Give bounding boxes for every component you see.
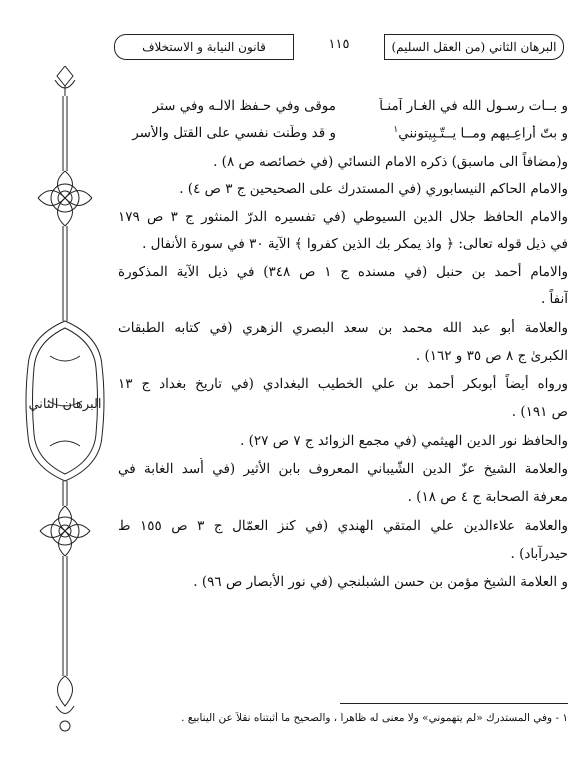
verse-first-hemistich: و بتّ أُراعِـيهم ومــا يــتّـبِيتونني$^١$ <box>393 125 568 142</box>
verse-first-hemistich: و بــات رسـول الله في الغـار آمنـاً <box>379 98 568 114</box>
footnote-divider <box>340 703 568 704</box>
text-line: والامام أحمد بن حنبل (في مسنده ج ١ ص ٣٤٨) في ذيل الآية المذكورة <box>118 264 568 280</box>
text-line: آنفاً . <box>540 291 568 307</box>
footnote: ١ - وفي المستدرك «لم يتهموني» ولا معنى له ظاهراً ، والصحيح ما أثبتناه نقلاً عن الينابيع . <box>181 712 568 724</box>
text-line: حيدرآباد) . <box>510 546 568 562</box>
medallion-calligraphy: البرهان الثاني <box>28 397 102 412</box>
page-header <box>114 34 564 60</box>
text-line: والامام الحاكم النيسابوري (في المستدرك على الصحيحين ج ٣ ص ٤) . <box>179 181 568 197</box>
text-line: ورواه أيضاً أبوبكر أحمد بن علي الخطيب البغدادي (في تاريخ بغداد ج ١٣ <box>118 376 568 392</box>
footnote-marker: ١ <box>393 125 399 135</box>
ornamental-border <box>20 66 110 736</box>
text-line: والعلامة أبو عبد الله محمد بن سعد البصري الزهري (في كتابه الطبقات <box>118 320 568 336</box>
text-line: الكبرىٰ ج ٨ ص ٣٥ و ١٦٢) . <box>415 348 568 364</box>
text-line: والامام الحافظ جلال الدين السيوطي (في تفسيره الدرّ المنثور ج ٣ ص ١٧٩ <box>118 209 568 225</box>
text-line: والحافظ نور الدين الهيثمي (في مجمع الزوائد ج ٧ ص ٢٧) . <box>240 433 568 449</box>
poem-verse <box>118 98 568 120</box>
text-line: و العلامة الشيخ مؤمن بن حسن الشبلنجي (في نور الأبصار ص ٩٦) . <box>193 574 568 590</box>
section-title: قانون النيابة و الاستخلاف <box>114 34 294 60</box>
text-line: معرفة الصحابة ج ٤ ص ١٨) . <box>407 489 568 505</box>
poem-verse <box>118 125 568 147</box>
verse-second-hemistich: و قد وطّنت نفسي على القتل والأسر <box>132 125 336 141</box>
text-line: والعلامة علاءالدين علي المتقي الهندي (في كنز العمّال ج ٣ ص ١٥٥ ط <box>118 518 568 534</box>
text-line: والعلامة الشيخ عزّ الدين الشّيباني المعروف بابن الأثير (في أُسد الغابة في <box>118 461 568 477</box>
page-number: ١١٥ <box>328 37 350 52</box>
chapter-title: البرهان الثاني (من العقل السليم) <box>384 34 564 60</box>
text-line: في ذيل قوله تعالى: ﴿ واذ يمكر بك الذين كفروا ﴾ الآية ٣٠ في سورة الأنفال . <box>142 236 568 252</box>
text-line: ص ١٩١) . <box>511 404 568 420</box>
verse-second-hemistich: موقى وفي حـفظ الالـه وفي ستر <box>152 98 336 114</box>
text-line: و(مضافاً الى ماسبق) ذكره الامام النسائي (في خصائصه ص ٨) . <box>213 154 568 170</box>
